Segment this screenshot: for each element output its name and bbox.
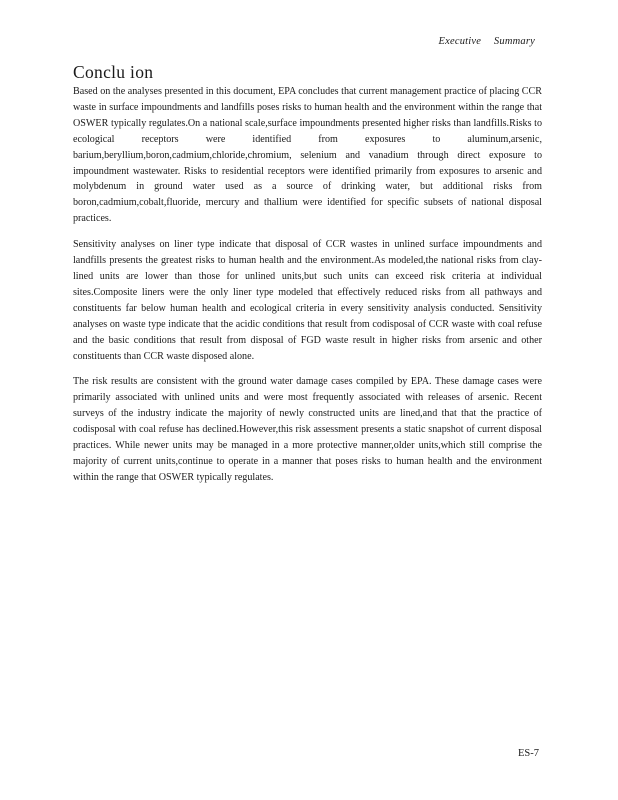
body-text xyxy=(73,84,542,496)
paragraph-risk-results: The risk results are consistent with the ground water damage cases compiled by EPA. These damage cases were primarily associated with unlined units and were most frequently associated with releases of arsenic. Recent surveys of the industry indicate the majority of newly constructed units are lined,and that that the practice of codisposal with coal refuse has declined.However,this risk assessment presents a static snapshot of current disposal practices. While newer units may be managed in a more protective manner,older units,which still comprise the majority of current units,continue to operate in a manner that poses risks to human health and the environment within the range that OSWER typically regulates. xyxy=(73,376,542,483)
running-header: Executive Summary xyxy=(438,36,535,47)
paragraph-conclusions: Based on the analyses presented in this document, EPA concludes that current management practice of placing CCR waste in surface impoundments and landfills poses risks to human health and the environment within the range that OSWER typically regulates.On a national scale,surface impoundments presented higher risks than landfills.Risks to ecological receptors were identified from exposures to aluminum,arsenic, barium,beryllium,boron,cadmium,chloride,chromium, selenium and vanadium through direct exposure to impoundment wastewater. Risks to residential receptors were identified primarily from exposures to arsenic and molybdenum in ground water used as a source of drinking water, but additional risks from boron,cadmium,cobalt,fluoride, mercury and thallium were identified for specific subsets of national disposal practices. xyxy=(73,86,542,225)
page-number: ES-7 xyxy=(518,748,539,759)
section-heading: Conclu ion xyxy=(73,62,154,82)
paragraph-sensitivity-analyses: Sensitivity analyses on liner type indicate that disposal of CCR wastes in unlined surface impoundments and landfills presents the greatest risks to human health and the environment.As modeled,the national risks from clay-lined units are lower than those for unlined units,but such units can exceed risk criteria at individual sites.Composite liners were the only liner type modeled that effectively reduced risks from all pathways and constituents far below human health and ecological criteria in every sensitivity analysis conducted. Sensitivity analyses on waste type indicate that the acidic conditions that result from codisposal of CCR waste with coal refuse and the basic conditions that result from disposal of FGD waste result in higher risks from arsenic and other constituents than CCR waste disposed alone. xyxy=(73,239,542,362)
